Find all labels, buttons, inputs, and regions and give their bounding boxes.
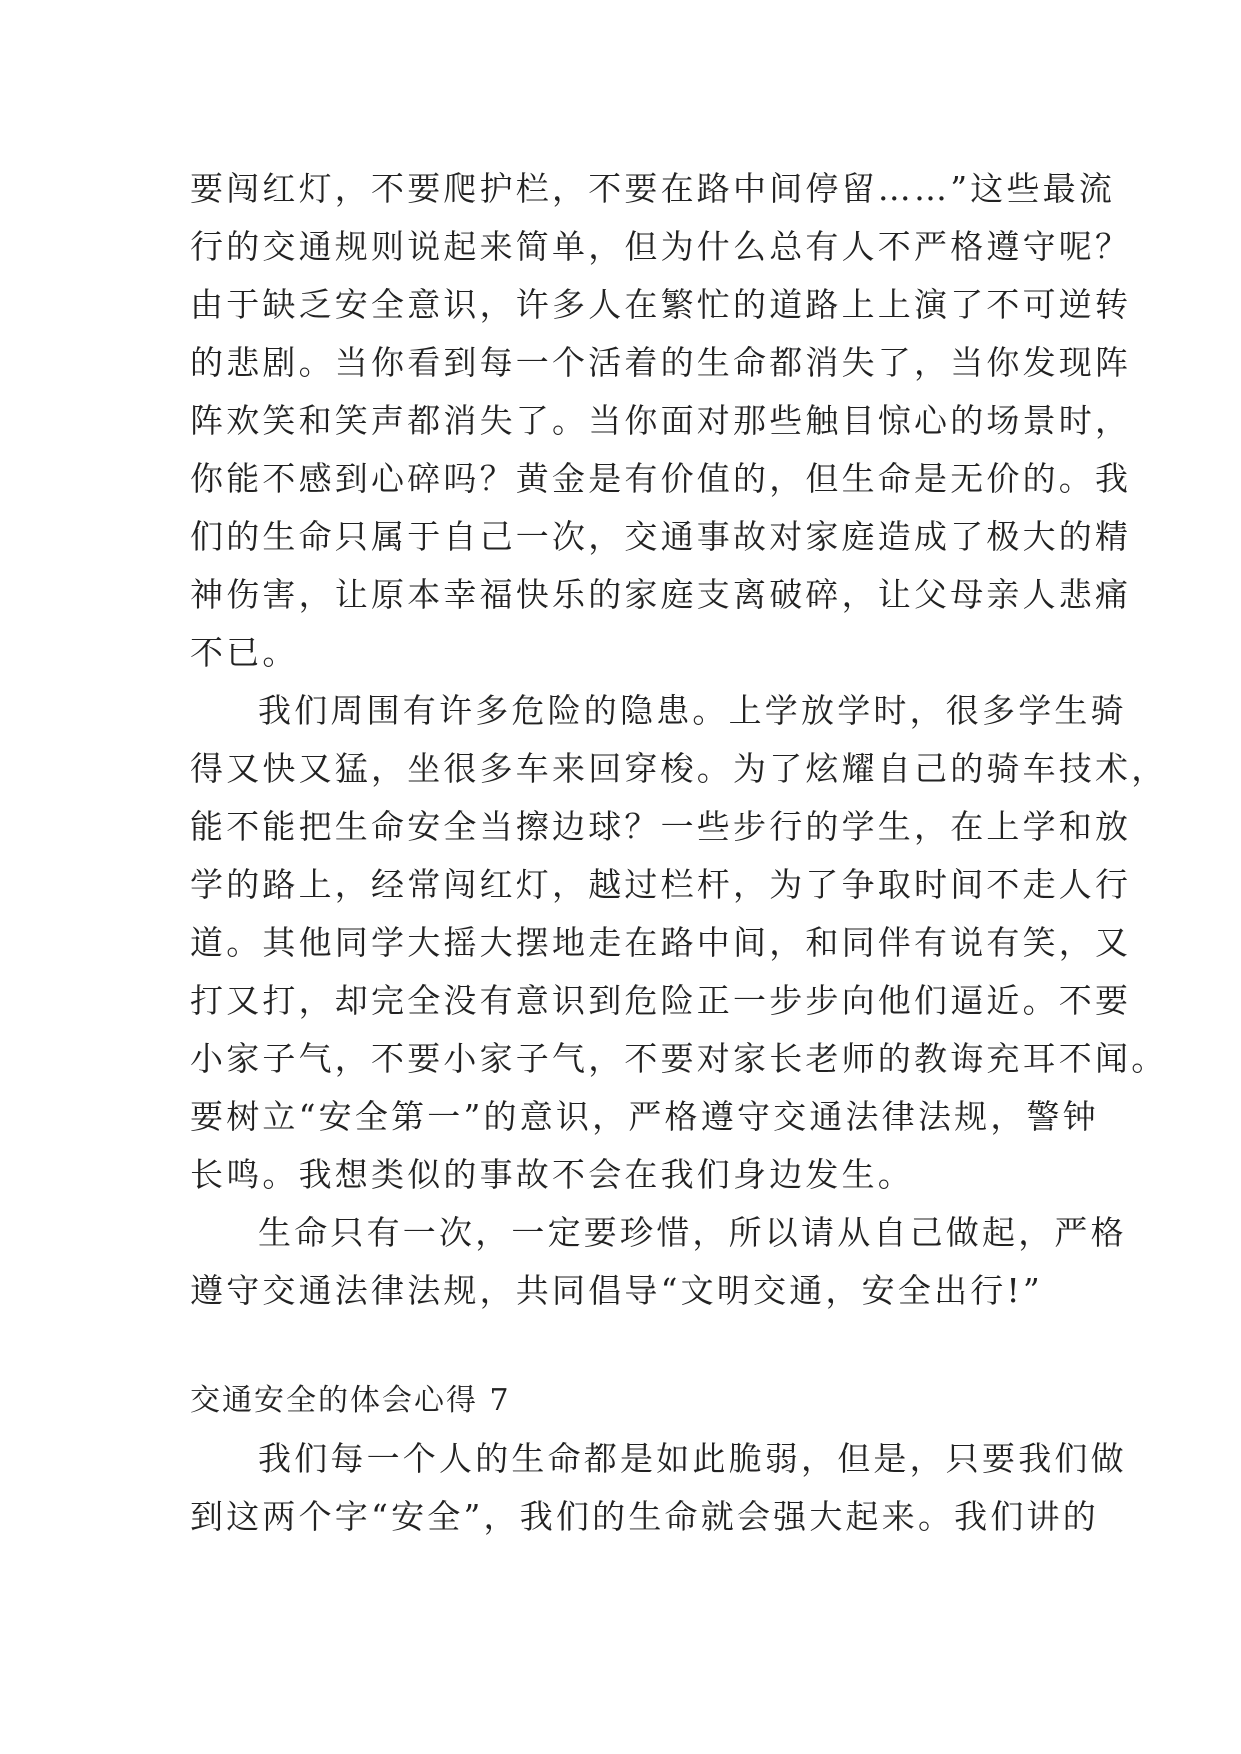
text-line: 打又打，却完全没有意识到危险正一步步向他们逼近。不要 <box>190 981 1132 1020</box>
text-line: 要闯红灯，不要爬护栏，不要在路中间停留……”这些最流 <box>190 169 1116 208</box>
text-line: 学的路上，经常闯红灯，越过栏杆，为了争取时间不走人行 <box>190 865 1132 904</box>
text-line: 到这两个字“安全”，我们的生命就会强大起来。我们讲的 <box>190 1497 1099 1536</box>
text-line: 阵欢笑和笑声都消失了。当你面对那些触目惊心的场景时， <box>190 401 1132 440</box>
text-line: 道。其他同学大摇大摆地走在路中间，和同伴有说有笑，又 <box>190 923 1132 962</box>
text-line: 要树立“安全第一”的意识，严格遵守交通法律法规，警钟 <box>190 1097 1099 1136</box>
text-line: 们的生命只属于自己一次，交通事故对家庭造成了极大的精 <box>190 517 1132 556</box>
text-line: 长鸣。我想类似的事故不会在我们身边发生。 <box>190 1155 914 1194</box>
text-line: 你能不感到心碎吗？黄金是有价值的，但生命是无价的。我 <box>190 459 1132 498</box>
text-line: 神伤害，让原本幸福快乐的家庭支离破碎，让父母亲人悲痛 <box>190 575 1132 614</box>
paragraph-start-line: 生命只有一次，一定要珍惜，所以请从自己做起，严格 <box>258 1213 1127 1252</box>
text-line: 的悲剧。当你看到每一个活着的生命都消失了，当你发现阵 <box>190 343 1132 382</box>
text-line: 不已。 <box>190 633 299 672</box>
section-heading: 交通安全的体会心得 7 <box>190 1383 511 1418</box>
text-line: 能不能把生命安全当擦边球？一些步行的学生，在上学和放 <box>190 807 1132 846</box>
text-line: 行的交通规则说起来简单，但为什么总有人不严格遵守呢？ <box>190 227 1132 266</box>
text-line: 遵守交通法律法规，共同倡导“文明交通，安全出行!” <box>190 1271 1044 1310</box>
text-line: 得又快又猛，坐很多车来回穿梭。为了炫耀自己的骑车技术， <box>190 749 1168 788</box>
paragraph-start-line: 我们每一个人的生命都是如此脆弱，但是，只要我们做 <box>258 1439 1127 1478</box>
text-line: 由于缺乏安全意识，许多人在繁忙的道路上上演了不可逆转 <box>190 285 1132 324</box>
paragraph-start-line: 我们周围有许多危险的隐患。上学放学时，很多学生骑 <box>258 691 1127 730</box>
text-line: 小家子气，不要小家子气，不要对家长老师的教诲充耳不闻。 <box>190 1039 1168 1078</box>
